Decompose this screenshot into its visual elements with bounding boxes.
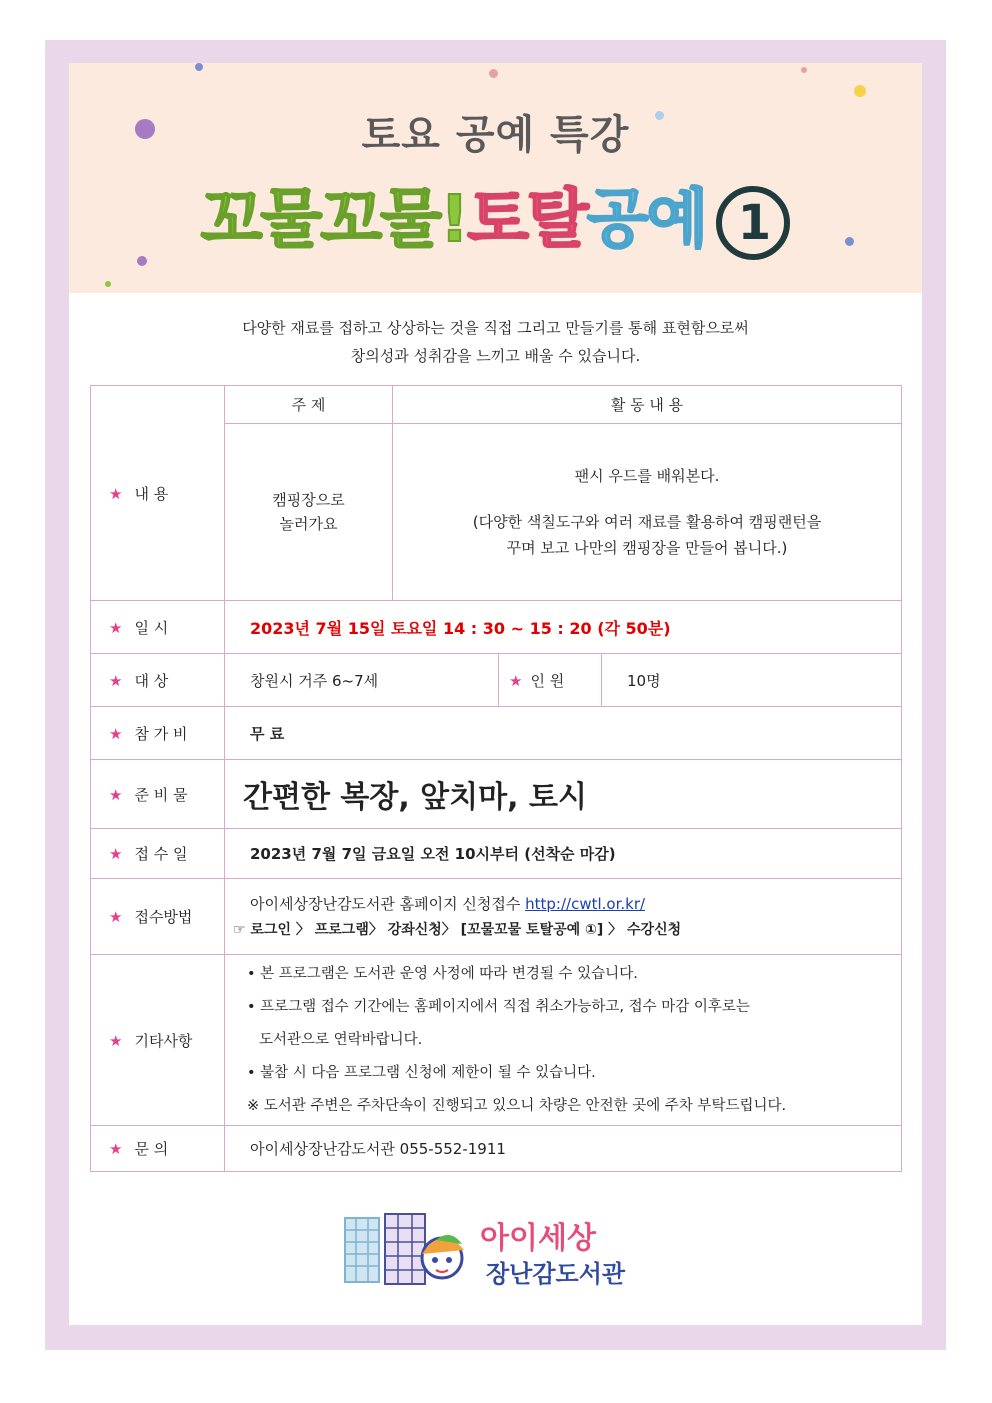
- table-row: [91, 955, 902, 1126]
- target-label: 대 상: [134, 671, 169, 690]
- content-label-cell: [91, 386, 225, 601]
- intro-line-1: 다양한 재료를 접하고 상상하는 것을 직접 그리고 만들기를 통해 표현함으로써: [242, 319, 749, 337]
- decor-dot: [854, 85, 866, 97]
- title-part-3: 공예: [586, 183, 707, 257]
- reg-method-cell: [225, 879, 902, 955]
- star-icon: ★: [109, 484, 123, 503]
- reg-method-steps: ☞ 로그인 〉 프로그램〉 강좌신청〉 [꼬물꼬물 토탈공예 ①] 〉 수강신청: [233, 921, 682, 938]
- content-label: 내 용: [134, 484, 169, 503]
- reg-method-label-cell: [91, 879, 225, 955]
- reg-date-label-cell: [91, 829, 225, 879]
- table-row: [91, 829, 902, 879]
- program-info-table: [90, 385, 902, 1172]
- reg-date-label: 접 수 일: [134, 845, 188, 863]
- etc-note-2b: 도서관으로 연락바랍니다.: [259, 1031, 423, 1048]
- star-icon: ★: [109, 724, 123, 743]
- date-label: 일 시: [134, 618, 169, 637]
- activity-line-2: (다양한 색칠도구와 여러 재료를 활용하여 캠핑랜턴을: [472, 513, 822, 531]
- topic-header: 주 제: [225, 386, 393, 424]
- decor-dot: [489, 69, 498, 78]
- library-logo: [340, 1210, 660, 1290]
- etc-label: 기타사항: [134, 1031, 193, 1050]
- reg-method-text: 아이세상장난감도서관 홈페이지 신청접수: [250, 894, 526, 913]
- star-icon: ★: [109, 1031, 123, 1050]
- table-row: [91, 654, 902, 707]
- intro-text: [69, 314, 922, 370]
- title-number-badge: 1: [716, 186, 790, 260]
- table-row: [91, 601, 902, 654]
- star-icon: ★: [509, 671, 523, 690]
- etc-note-1: • 본 프로그램은 도서관 운영 사정에 따라 변경될 수 있습니다.: [247, 965, 638, 982]
- target-label-cell: [91, 654, 225, 707]
- title-part-1: 꼬물꼬물!: [200, 183, 468, 257]
- date-value: 2023년 7월 15일 토요일 14 : 30 ~ 15 : 20 (각 50분): [225, 601, 902, 654]
- star-icon: ★: [109, 785, 123, 804]
- table-row: [91, 386, 902, 424]
- etc-label-cell: [91, 955, 225, 1126]
- title-banner: [69, 63, 922, 293]
- star-icon: ★: [109, 845, 123, 863]
- decor-dot: [105, 281, 111, 287]
- logo-line-2: 장난감도서관: [486, 1260, 626, 1288]
- prep-value: 간편한 복장, 앞치마, 토시: [225, 760, 902, 829]
- fee-value: 무 료: [225, 707, 902, 760]
- contact-value: 아이세상장난감도서관 055-552-1911: [225, 1126, 902, 1172]
- decor-dot: [195, 63, 203, 71]
- event-subtitle: 토요 공예 특강: [361, 112, 630, 158]
- count-label: 인 원: [530, 671, 565, 690]
- reg-method-label: 접수방법: [134, 908, 193, 926]
- date-label-cell: [91, 601, 225, 654]
- etc-cell: [225, 955, 902, 1126]
- topic-line-2: 놀러가요: [279, 515, 338, 533]
- logo-line-1: 아이세상: [480, 1221, 596, 1256]
- activity-line-1: 팬시 우드를 배워본다.: [574, 467, 720, 485]
- fee-label-cell: [91, 707, 225, 760]
- star-icon: ★: [109, 618, 123, 637]
- etc-note-4: ※ 도서관 주변은 주차단속이 진행되고 있으니 차량은 안전한 곳에 주차 부탁드립니다.: [247, 1097, 787, 1114]
- topic-line-1: 캠핑장으로: [272, 491, 345, 509]
- etc-note-3: • 불참 시 다음 프로그램 신청에 제한이 될 수 있습니다.: [247, 1064, 596, 1081]
- contact-label-cell: [91, 1126, 225, 1172]
- fee-label: 참 가 비: [134, 724, 188, 743]
- intro-line-2: 창의성과 성취감을 느끼고 배울 수 있습니다.: [350, 347, 641, 365]
- table-row: [91, 707, 902, 760]
- decor-dot: [801, 67, 807, 73]
- count-label-cell: [499, 654, 602, 707]
- etc-note-2: • 프로그램 접수 기간에는 홈페이지에서 직접 취소가능하고, 접수 마감 이후로는: [247, 998, 750, 1015]
- star-icon: ★: [109, 1140, 123, 1158]
- star-icon: ★: [109, 671, 123, 690]
- prep-label: 준 비 물: [134, 785, 188, 804]
- prep-label-cell: [91, 760, 225, 829]
- homepage-link[interactable]: http://cwtl.or.kr/: [525, 894, 646, 913]
- topic-cell: [225, 424, 393, 601]
- library-logo-icon: [340, 1210, 660, 1290]
- target-value: 창원시 거주 6~7세: [225, 654, 499, 707]
- table-row: [91, 760, 902, 829]
- activity-line-3: 꾸며 보고 나만의 캠핑장을 만들어 봅니다.): [506, 539, 788, 557]
- star-icon: ★: [109, 908, 123, 926]
- table-row: [91, 879, 902, 955]
- title-part-2: 토탈: [467, 183, 587, 257]
- reg-date-value: 2023년 7월 7일 금요일 오전 10시부터 (선착순 마감): [225, 829, 902, 879]
- count-value: 10명: [602, 654, 902, 707]
- activity-header: 활 동 내 용: [393, 386, 902, 424]
- activity-cell: [393, 424, 902, 601]
- table-row: [91, 1126, 902, 1172]
- event-title: [69, 168, 922, 260]
- contact-label: 문 의: [134, 1140, 169, 1158]
